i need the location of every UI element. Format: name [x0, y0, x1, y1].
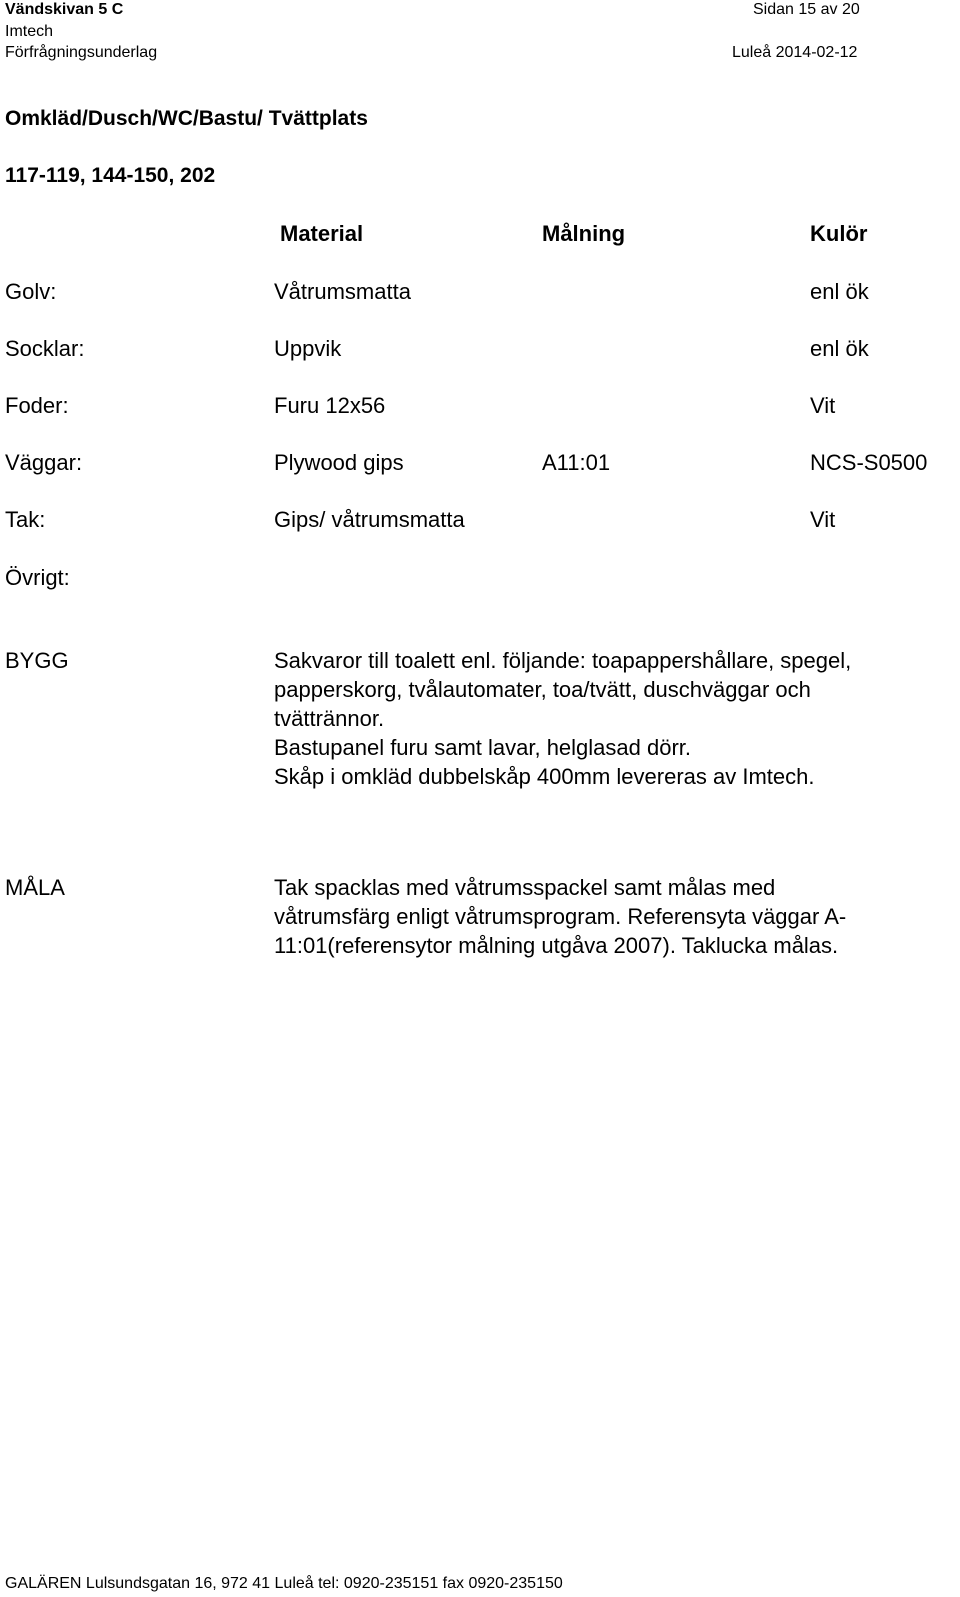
mala-line: Tak spacklas med våtrumsspackel samt målas med [274, 875, 776, 900]
page-number: Sidan 15 av 20 [753, 1, 860, 18]
table-row [0, 450, 960, 480]
table-row [0, 393, 960, 423]
bygg-line: Skåp i omkläd dubbelskåp 400mm levereras av Imtech. [274, 764, 815, 789]
bygg-line: Sakvaror till toalett enl. följande: toapappershållare, spegel, [274, 648, 852, 673]
document-type: Förfrågningsunderlag [5, 44, 158, 61]
row-label: Väggar: [5, 450, 83, 475]
mala-label: MÅLA [5, 875, 65, 900]
row-material: Plywood gips [274, 450, 404, 475]
room-numbers: 117-119, 144-150, 202 [5, 164, 216, 187]
row-label: Golv: [5, 279, 57, 304]
mala-line: 11:01(referensytor målning utgåva 2007). Taklucka målas. [274, 933, 839, 958]
table-row [0, 507, 960, 537]
project-name: Vändskivan 5 C [5, 1, 124, 18]
row-label: Foder: [5, 393, 69, 418]
bygg-line: Bastupanel furu samt lavar, helglasad dörr. [274, 735, 692, 760]
row-material: Gips/ våtrumsmatta [274, 507, 465, 532]
painting-column-header: Målning [542, 221, 626, 246]
page-footer: GALÄREN Lulsundsgatan 16, 972 41 Luleå tel: 0920-235151 fax 0920-235150 [5, 1575, 563, 1592]
bygg-label: BYGG [5, 648, 69, 673]
row-label: Tak: [5, 507, 46, 532]
material-column-header: Material [280, 221, 364, 246]
row-color: Vit [810, 393, 836, 418]
bygg-line: tvättrännor. [274, 706, 385, 731]
bygg-line: papperskorg, tvålautomater, toa/tvätt, duschväggar och [274, 677, 811, 702]
table-row [0, 336, 960, 366]
mala-description [274, 873, 954, 960]
table-row [0, 279, 960, 309]
row-color: NCS-S0500 [810, 450, 928, 475]
table-row [0, 565, 960, 595]
row-material: Uppvik [274, 336, 342, 361]
place-date: Luleå 2014-02-12 [732, 44, 858, 61]
company-name: Imtech [5, 23, 54, 40]
section-title: Omkläd/Dusch/WC/Bastu/ Tvättplats [5, 107, 368, 130]
row-color: enl ök [810, 336, 869, 361]
row-painting: A11:01 [542, 450, 611, 475]
row-color: enl ök [810, 279, 869, 304]
row-material: Furu 12x56 [274, 393, 386, 418]
bygg-description [274, 646, 954, 791]
color-column-header: Kulör [810, 221, 868, 246]
row-color: Vit [810, 507, 836, 532]
mala-line: våtrumsfärg enligt våtrumsprogram. Referensyta väggar A- [274, 904, 847, 929]
row-label: Övrigt: [5, 565, 70, 590]
row-label: Socklar: [5, 336, 85, 361]
row-material: Våtrumsmatta [274, 279, 411, 304]
